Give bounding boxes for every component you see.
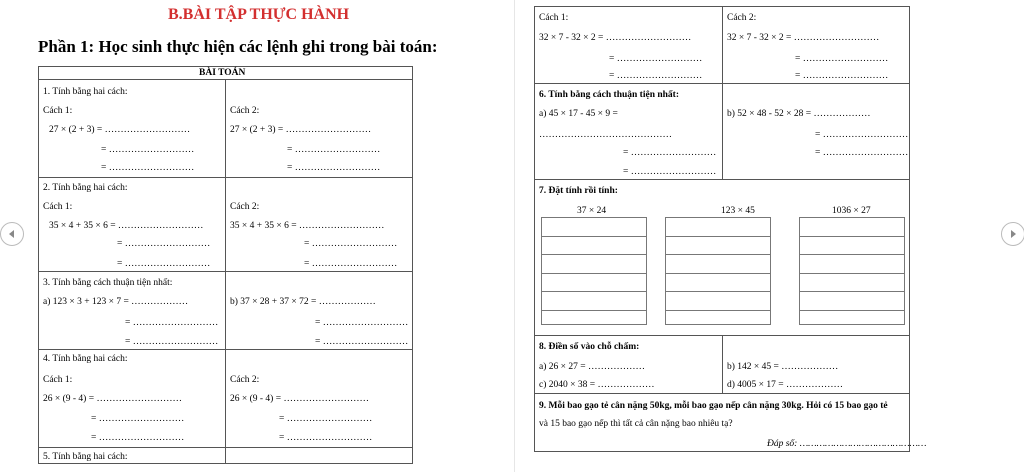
problem-6-title: 6. Tính bằng cách thuận tiện nhất:	[539, 90, 679, 100]
working-grid-a[interactable]	[541, 217, 647, 325]
result-line: = ………………………	[304, 239, 398, 249]
fill-b: b) 142 × 45 = ………………	[727, 362, 839, 372]
way-1-label: Cách 1:	[43, 375, 73, 385]
result-line: = ………………………	[117, 239, 211, 249]
expression: 26 × (9 - 4) = ………………………	[43, 394, 182, 404]
problem-9-text-continued: và 15 bao gạo nếp thì tất cả cân nặng bao nhiêu tạ?	[539, 419, 733, 429]
problem-1-title: 1. Tính bằng hai cách:	[43, 87, 128, 97]
working-grid-c[interactable]	[799, 217, 905, 325]
expression: 27 × (2 + 3) = ………………………	[230, 125, 372, 135]
page-divider	[514, 0, 515, 472]
result-line: = ………………………	[315, 337, 409, 347]
result-line: = ………………………	[815, 130, 909, 140]
expression: 35 × 4 + 35 × 6 = ………………………	[49, 221, 204, 231]
result-line: = ………………………	[125, 337, 219, 347]
result-line: = ………………………	[795, 71, 889, 81]
result-line: = ………………………	[815, 148, 909, 158]
answer-line: Đáp số: ………………………………………	[767, 439, 927, 449]
problem-5-title: 5. Tính bằng hai cách:	[43, 452, 128, 462]
result-line: = ………………………	[609, 71, 703, 81]
expression: 32 × 7 - 32 × 2 = ………………………	[727, 33, 880, 43]
section-title: B.BÀI TẬP THỰC HÀNH	[168, 6, 350, 23]
way-2-label: Cách 2:	[727, 13, 757, 23]
expression: 27 × (2 + 3) = ………………………	[49, 125, 191, 135]
multiplication-b: 123 × 45	[721, 206, 755, 216]
expression: a) 123 × 3 + 123 × 7 = ………………	[43, 297, 189, 307]
fill-d: d) 4005 × 17 = ………………	[727, 380, 844, 390]
way-1-label: Cách 1:	[43, 106, 73, 116]
result-line: = ………………………	[91, 433, 185, 443]
fill-c: c) 2040 × 38 = ………………	[539, 380, 655, 390]
table-header: BÀI TOÁN	[199, 68, 246, 78]
right-table	[534, 6, 927, 452]
result-line: = ………………………	[279, 414, 373, 424]
next-page-button[interactable]	[1001, 222, 1024, 246]
expression: 32 × 7 - 32 × 2 = ………………………	[539, 33, 692, 43]
way-1-label: Cách 1:	[43, 202, 73, 212]
result-line: = ………………………	[304, 259, 398, 269]
problem-8-title: 8. Điền số vào chỗ chấm:	[539, 342, 640, 352]
result-line: = ………………………	[125, 318, 219, 328]
result-line: = ………………………	[101, 163, 195, 173]
way-2-label: Cách 2:	[230, 106, 260, 116]
result-line: = ………………………	[287, 145, 381, 155]
problem-2-title: 2. Tính bằng hai cách:	[43, 183, 128, 193]
expression: b) 37 × 28 + 37 × 72 = ………………	[230, 297, 376, 307]
expression: b) 52 × 48 - 52 × 28 = ………………	[727, 109, 871, 119]
problem-3-title: 3. Tính bằng cách thuận tiện nhất:	[43, 278, 173, 288]
result-line: = ………………………	[279, 433, 373, 443]
working-grid-b[interactable]	[665, 217, 771, 325]
multiplication-c: 1036 × 27	[832, 206, 871, 216]
result-line: = ………………………	[287, 163, 381, 173]
expression: 35 × 4 + 35 × 6 = ………………………	[230, 221, 385, 231]
result-line: = ………………………	[609, 54, 703, 64]
fill-a: a) 26 × 27 = ………………	[539, 362, 645, 372]
result-line: = ………………………	[623, 148, 717, 158]
way-2-label: Cách 2:	[230, 375, 260, 385]
answer-line: ……………………………………	[539, 130, 672, 140]
result-line: = ………………………	[117, 259, 211, 269]
result-line: = ………………………	[315, 318, 409, 328]
expression: a) 45 × 17 - 45 × 9 =	[539, 109, 618, 119]
way-1-label: Cách 1:	[539, 13, 569, 23]
part-heading: Phần 1: Học sinh thực hiện các lệnh ghi trong bài toán:	[38, 37, 438, 56]
problem-9-text: 9. Mỗi bao gạo tẻ cân nặng 50kg, mỗi bao gạo nếp cân nặng 30kg. Hỏi có 15 bao gạo tẻ	[539, 401, 888, 411]
expression: 26 × (9 - 4) = ………………………	[230, 394, 369, 404]
result-line: = ………………………	[91, 414, 185, 424]
problem-4-title: 4. Tính bằng hai cách:	[43, 354, 128, 364]
way-2-label: Cách 2:	[230, 202, 260, 212]
result-line: = ………………………	[101, 145, 195, 155]
chevron-left-icon	[7, 229, 17, 239]
result-line: = ………………………	[795, 54, 889, 64]
result-line: = ………………………	[623, 167, 717, 177]
chevron-right-icon	[1008, 229, 1018, 239]
multiplication-a: 37 × 24	[577, 206, 607, 216]
left-table	[38, 66, 413, 464]
previous-page-button[interactable]	[0, 222, 24, 246]
problem-7-title: 7. Đặt tính rồi tính:	[539, 186, 618, 196]
